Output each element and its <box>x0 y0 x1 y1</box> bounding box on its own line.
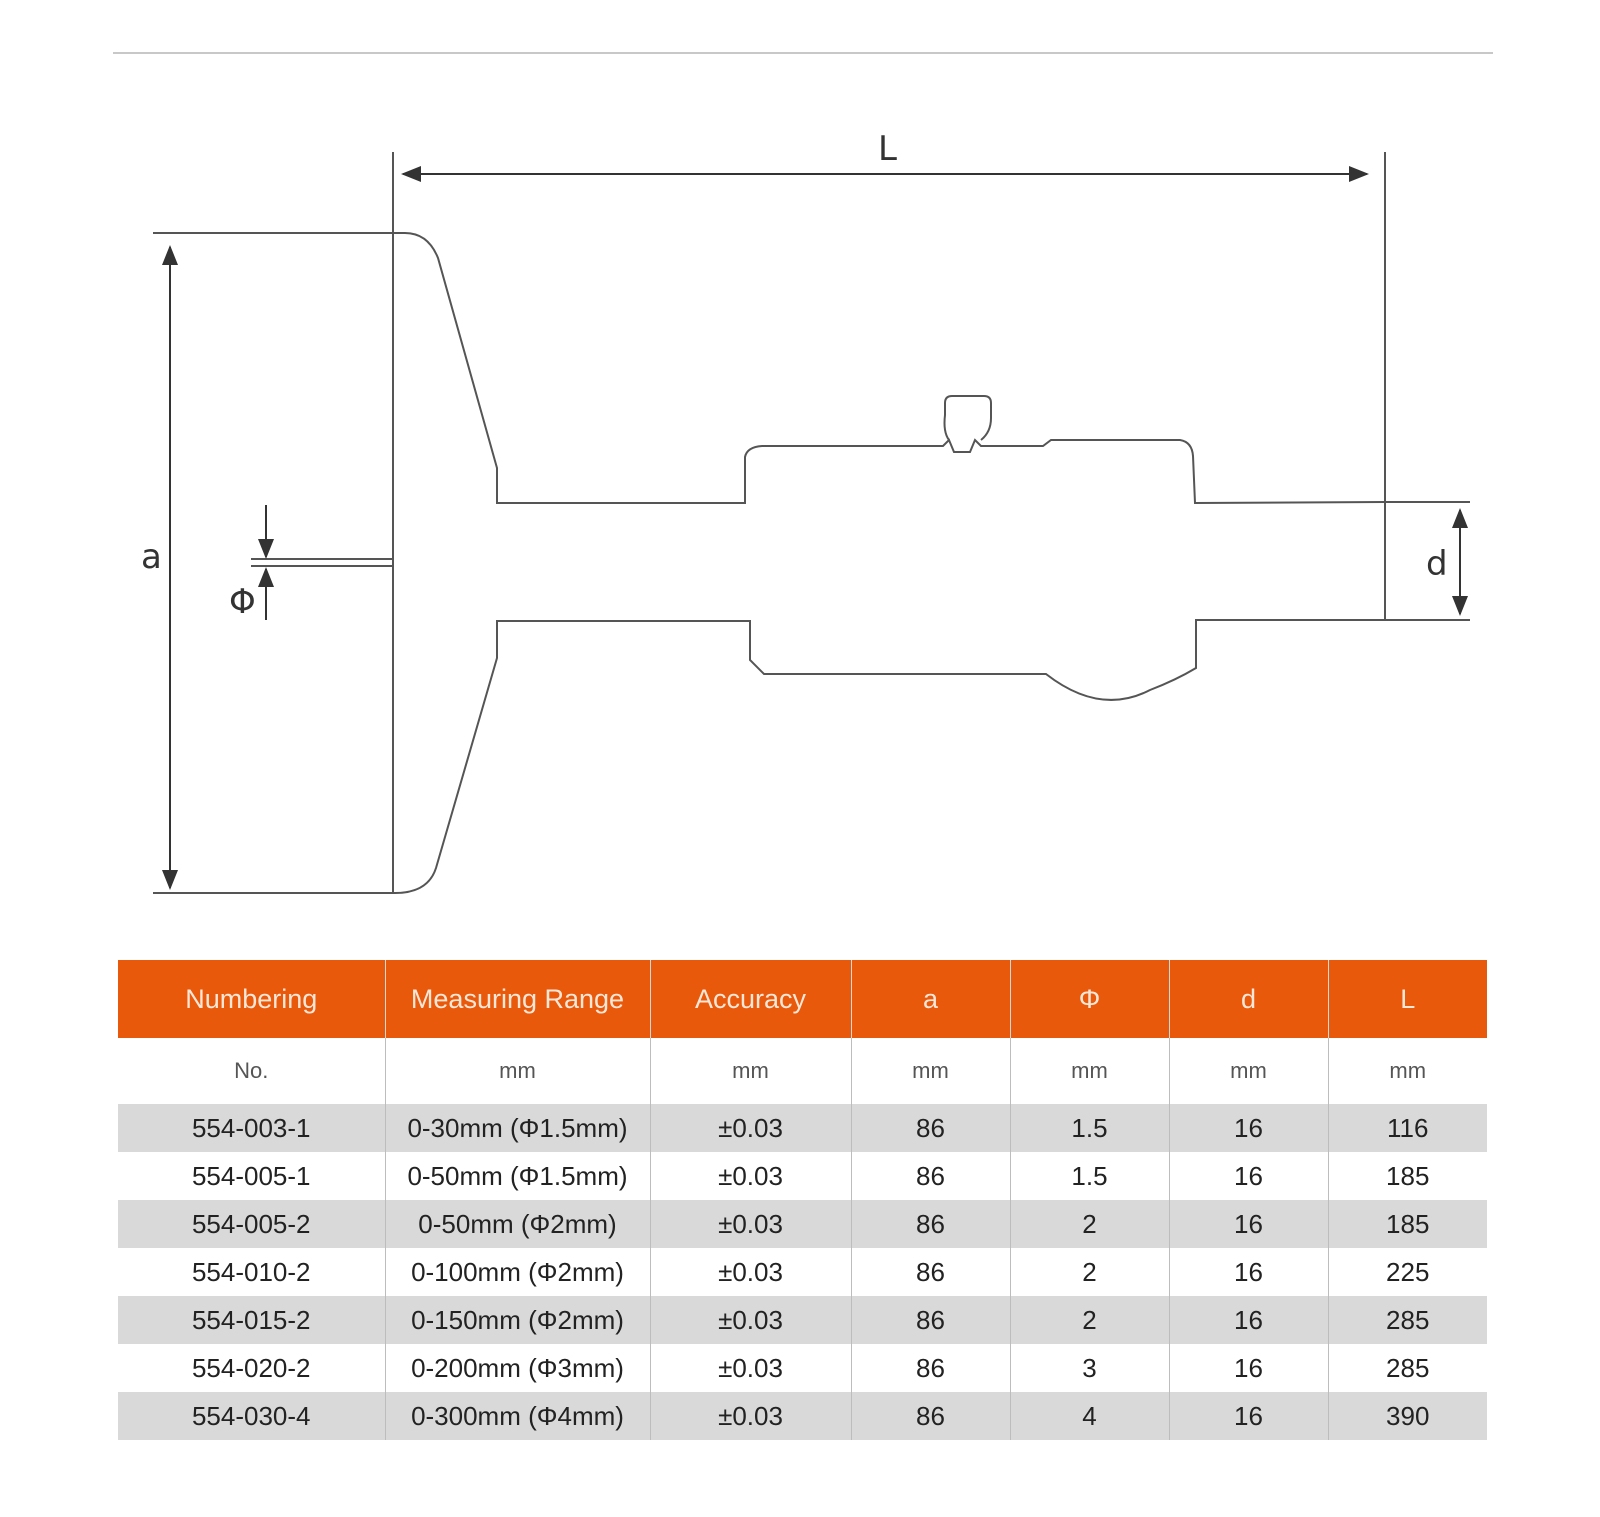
table-cell: 86 <box>851 1104 1010 1152</box>
table-cell: 16 <box>1169 1392 1328 1440</box>
table-row <box>118 1152 1487 1200</box>
table-cell: ±0.03 <box>650 1104 851 1152</box>
table-row <box>118 1392 1487 1440</box>
table-cell: 3 <box>1010 1344 1169 1392</box>
dimension-label-a: a <box>141 537 162 577</box>
table-row <box>118 1296 1487 1344</box>
table-cell: 0-30mm (Φ1.5mm) <box>385 1104 650 1152</box>
dimension-label-L: L <box>878 129 897 169</box>
header-phi: Φ <box>1010 960 1169 1038</box>
table-row <box>118 1344 1487 1392</box>
table-cell: 0-50mm (Φ2mm) <box>385 1200 650 1248</box>
table-cell: 554-005-2 <box>118 1200 385 1248</box>
table-cell: 185 <box>1386 1160 1430 1191</box>
table-cell: 0-200mm (Φ3mm) <box>385 1344 650 1392</box>
table-cell: 0-150mm (Φ2mm) <box>385 1296 650 1344</box>
table-cell: 16 <box>1169 1104 1328 1152</box>
table-cell: 554-003-1 <box>118 1104 385 1152</box>
dimension-label-d: d <box>1426 544 1448 584</box>
table-cell: 2 <box>1010 1200 1169 1248</box>
table-cell: 1.5 <box>1010 1104 1169 1152</box>
table-cell: 16 <box>1169 1344 1328 1392</box>
table-cell: 86 <box>851 1152 1010 1200</box>
table-cell: 86 <box>851 1296 1010 1344</box>
table-cell: ±0.03 <box>650 1344 851 1392</box>
table-cell: 554-015-2 <box>118 1296 385 1344</box>
unit-cell: No. <box>118 1038 385 1104</box>
unit-cell: mm <box>851 1038 1010 1104</box>
unit-cell: mm <box>385 1038 650 1104</box>
unit-row <box>118 1038 1487 1104</box>
specification-table <box>118 960 1487 1440</box>
table-cell: 185 <box>1328 1200 1487 1248</box>
header-measuring-range: Measuring Range <box>385 960 650 1038</box>
table-cell: 86 <box>851 1200 1010 1248</box>
table-row <box>118 1248 1487 1296</box>
header-accuracy: Accuracy <box>650 960 851 1038</box>
header-d: d <box>1169 960 1328 1038</box>
table-cell: ±0.03 <box>650 1200 851 1248</box>
unit-cell: mm <box>1169 1038 1328 1104</box>
table-cell: 0-100mm (Φ2mm) <box>385 1248 650 1296</box>
table-cell: 0-50mm (Φ1.5mm) <box>385 1152 650 1200</box>
table-header-row <box>118 960 1487 1038</box>
table-cell: 86 <box>851 1392 1010 1440</box>
header-a: a <box>851 960 1010 1038</box>
table-cell: 390 <box>1328 1392 1487 1440</box>
table-row <box>118 1104 1487 1152</box>
table-cell: 285 <box>1328 1296 1487 1344</box>
table-cell: 1.5 <box>1010 1152 1169 1200</box>
table-cell: ±0.03 <box>650 1152 851 1200</box>
table-cell: 86 <box>851 1248 1010 1296</box>
table-cell: 16 <box>1169 1248 1328 1296</box>
dimension-lines <box>170 152 1470 888</box>
table-cell: 554-005-1 <box>118 1152 385 1200</box>
table-cell: ±0.03 <box>650 1392 851 1440</box>
table-cell: ±0.03 <box>650 1248 851 1296</box>
unit-cell: mm <box>1389 1058 1427 1083</box>
table-cell: 16 <box>1169 1200 1328 1248</box>
gauge-outline <box>153 152 1385 893</box>
table-cell: 4 <box>1010 1392 1169 1440</box>
table-cell: 16 <box>1169 1152 1328 1200</box>
dimension-label-phi: Φ <box>229 582 256 622</box>
table-cell: 2 <box>1010 1296 1169 1344</box>
table-cell: 225 <box>1386 1256 1430 1287</box>
table-cell: 554-020-2 <box>118 1344 385 1392</box>
table-cell: 285 <box>1386 1352 1430 1383</box>
table-cell: ±0.03 <box>650 1296 851 1344</box>
table-cell: 554-010-2 <box>118 1248 385 1296</box>
table-row <box>118 1200 1487 1248</box>
header-numbering: Numbering <box>118 960 385 1038</box>
table-cell: 0-300mm (Φ4mm) <box>385 1392 650 1440</box>
table-cell: 554-030-4 <box>118 1392 385 1440</box>
table-cell: 116 <box>1328 1104 1487 1152</box>
unit-cell: mm <box>1010 1038 1169 1104</box>
table-cell: 2 <box>1010 1248 1169 1296</box>
header-L: L <box>1328 960 1487 1038</box>
table-cell: 86 <box>851 1344 1010 1392</box>
unit-cell: mm <box>650 1038 851 1104</box>
table-cell: 16 <box>1169 1296 1328 1344</box>
